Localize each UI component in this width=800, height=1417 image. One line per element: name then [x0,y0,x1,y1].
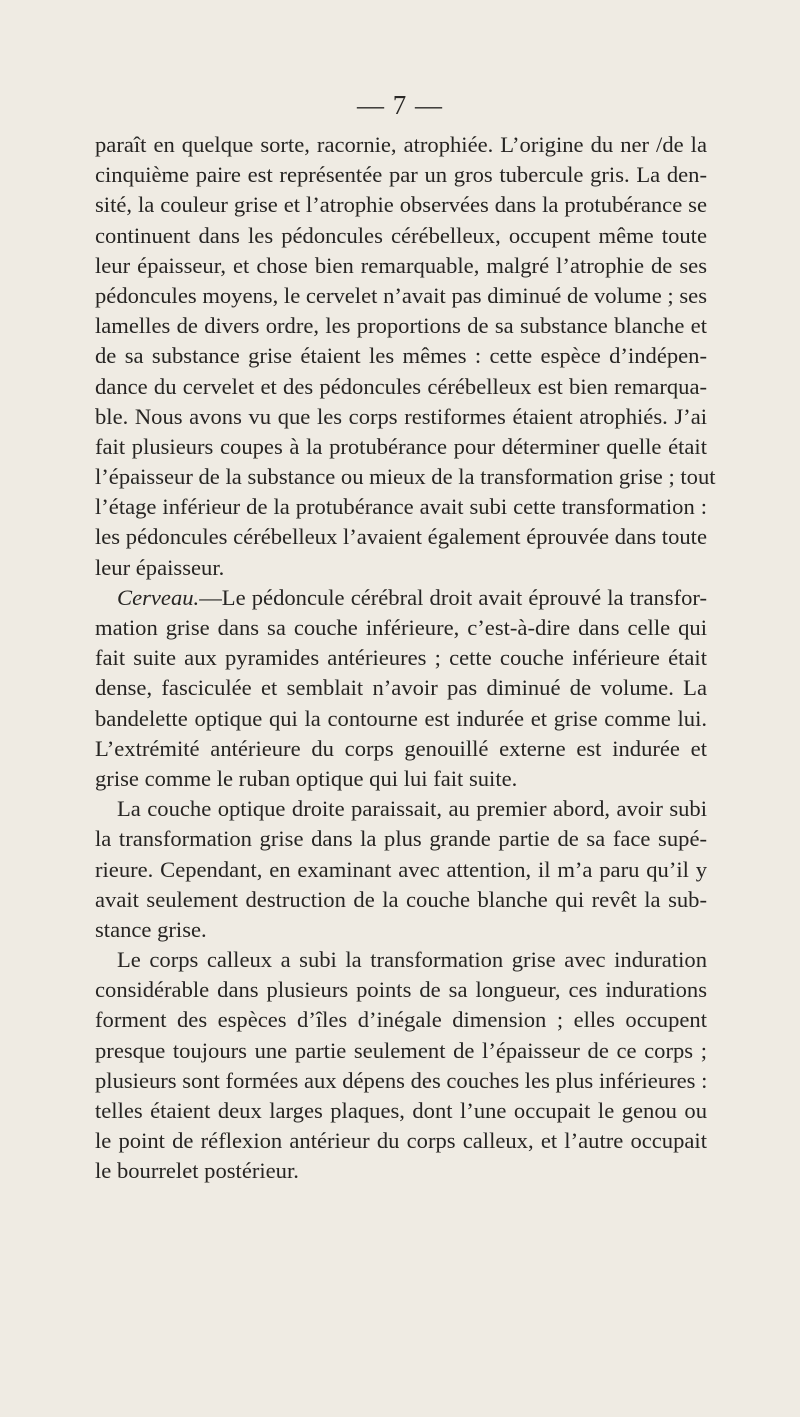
text-line: ble. Nous avons vu que les corps restiformes étaient atrophiés. J’ai [95,403,707,429]
paragraph [95,130,716,583]
text-line: les pédoncules cérébelleux l’avaient également éprouvée dans toute [95,524,707,550]
text-line: Le corps calleux a subi la transformation grise avec induration [117,947,707,973]
text-line: la transformation grise dans la plus grande partie de sa face supé- [95,826,707,852]
text-line: le point de réflexion antérieur du corps calleux, et l’autre occupait [95,1128,707,1154]
text-line: La couche optique droite paraissait, au premier abord, avoir subi [117,796,707,822]
section-lead: Cerveau. [117,584,200,610]
page-number: — 7 — [357,90,443,120]
text-line-rest: —Le pédoncule cérébral droit avait éprouvé la transfor- [199,584,707,610]
text-line: presque toujours une partie seulement de l’épaisseur de ce corps ; [95,1037,707,1063]
text-line: sité, la couleur grise et l’atrophie observées dans la protubérance se [95,192,707,218]
text-line: le bourrelet postérieur. [95,1158,299,1184]
text-line: fait suite aux pyramides antérieures ; cette couche inférieure était [95,645,707,671]
text-line: bandelette optique qui la contourne est indurée et grise comme lui. [95,705,707,731]
paragraph [95,794,707,945]
text-line: cinquième paire est représentée par un gros tubercule gris. La den- [95,162,707,188]
text-line: dance du cervelet et des pédoncules cérébelleux est bien remarqua- [95,373,707,399]
text-line: leur épaisseur, et chose bien remarquable, malgré l’atrophie de ses [95,252,707,278]
text-line: lamelles de divers ordre, les proportions de sa substance blanche et [95,313,707,339]
text-line: continuent dans les pédoncules cérébelleux, occupent même toute [95,222,707,248]
body-text [95,130,716,1187]
text-line: l’épaisseur de la substance ou mieux de la transformation grise ; tout [95,464,716,490]
text-line: mation grise dans sa couche inférieure, c’est-à-dire dans celle qui [95,615,707,640]
text-line: de sa substance grise étaient les mêmes : cette espèce d’indépen- [95,343,707,369]
text-line: stance grise. [95,916,207,942]
text-line: considérable dans plusieurs points de sa longueur, ces indurations [95,977,707,1003]
text-line: forment des espèces d’îles d’inégale dimension ; elles occupent [95,1007,707,1033]
text-line: dense, fasciculée et semblait n’avoir pas diminué de volume. La [95,675,707,701]
paragraph [95,583,707,794]
text-line: leur épaisseur. [95,554,225,580]
paragraph [95,945,707,1187]
text-line: plusieurs sont formées aux dépens des couches les plus inférieures : [95,1067,708,1093]
text-line: fait plusieurs coupes à la protubérance pour déterminer quelle était [95,433,707,459]
text-line: grise comme le ruban optique qui lui fait suite. [95,765,518,791]
text-line: paraît en quelque sorte, racornie, atrophiée. L’origine du ner /de la [95,132,707,157]
text-line: avait seulement destruction de la couche blanche qui revêt la sub- [95,886,707,912]
text-line: telles étaient deux larges plaques, dont l’une occupait le genou ou [95,1098,707,1123]
text-line: l’étage inférieur de la protubérance avait subi cette transformation : [95,494,707,520]
text-line: rieure. Cependant, en examinant avec attention, il m’a paru qu’il y [95,856,707,882]
text-line: L’extrémité antérieure du corps genouillé externe est indurée et [95,735,707,761]
text-line: pédoncules moyens, le cervelet n’avait pas diminué de volume ; ses [95,282,707,308]
text-line [95,583,707,613]
